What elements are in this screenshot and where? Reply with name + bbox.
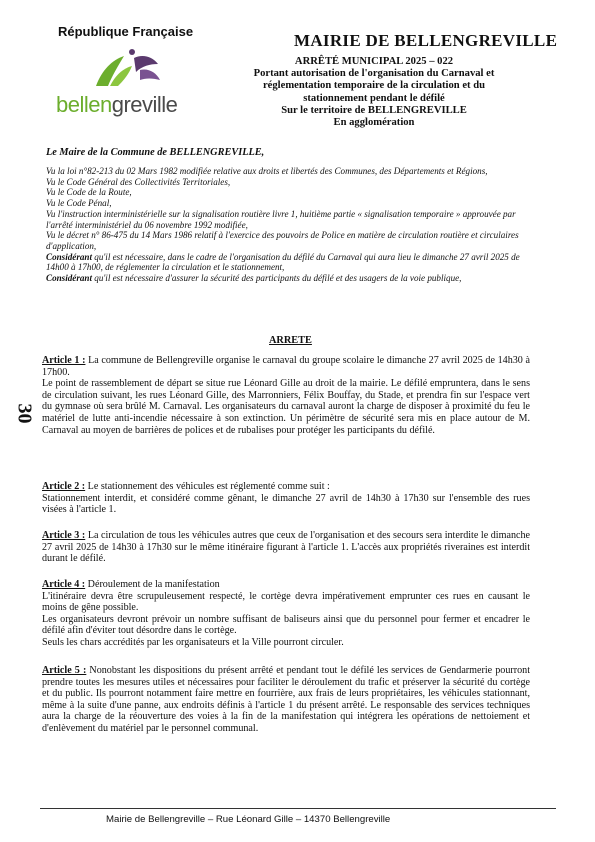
article-title: Article 3 : xyxy=(42,530,86,541)
bellengreville-logo-text: bellengreville xyxy=(56,92,178,117)
article-title: Article 5 : xyxy=(42,665,87,676)
footer-divider xyxy=(40,808,556,809)
article-paragraph: Seuls les chars accrédités par les organisateurs et la Ville pourront circuler. xyxy=(42,636,344,648)
maire-line: Le Maire de la Commune de BELLENGREVILLE, xyxy=(46,147,265,158)
article-title: Article 4 : xyxy=(42,579,86,590)
arrete-subject-line: Portant autorisation de l'organisation du Carnaval et xyxy=(253,68,495,80)
arrete-subject-line: stationnement pendant le défilé xyxy=(303,92,445,104)
visas-block xyxy=(46,166,532,284)
republique-francaise-label: République Française xyxy=(58,24,194,39)
visa-line: Vu l'instruction interministérielle sur la signalisation routière livre 1, huitième partie « signalisation temporaire » approuvée par l'arrêté interministériel du 06 novembre 1992 modifiée, xyxy=(46,208,516,230)
visa-line: Vu le Code Pénal, xyxy=(46,198,112,209)
visa-line: Vu le Code Général des Collectivités Territoriales, xyxy=(46,176,231,187)
considerant-line: Considérant qu'il est nécessaire, dans le cadre de l'organisation du défilé du Carnaval qui aura lieu le dimanche 27 avril 2025 de 14h00 à 17h00, de réglementer la circulation et le stationnement, xyxy=(46,251,520,273)
arrete-heading xyxy=(224,56,524,129)
arrete-subject-line: Sur le territoire de BELLENGREVILLE xyxy=(281,104,467,116)
bellengreville-logo-icon xyxy=(88,46,168,88)
article-paragraph: Stationnement interdit, et considéré comme gênant, le dimanche 27 avril de 14h30 à 17h30 sur l'ensemble des rues visées à l'article 1. xyxy=(42,492,530,516)
mairie-title: MAIRIE DE BELLENGREVILLE xyxy=(294,31,558,50)
footer-address: Mairie de Bellengreville – Rue Léonard Gille – 14370 Bellengreville xyxy=(106,814,391,825)
article-paragraph: Les organisateurs devront prévoir un nombre suffisant de baliseurs ainsi que du personnel pour fermer et encadrer le défilé afin d'éviter tout désordre dans le cortège. xyxy=(42,613,530,637)
arrete-title: ARRETE xyxy=(269,335,312,346)
arrete-number: ARRÊTÉ MUNICIPAL 2025 – 022 xyxy=(294,56,454,67)
page-number: 30 xyxy=(13,403,36,424)
article-title: Article 1 : xyxy=(42,355,86,366)
considerant-line: Considérant qu'il est nécessaire d'assurer la sécurité des participants du défilé et des usagers de la voie publique, xyxy=(46,273,462,284)
article-title: Article 2 : xyxy=(42,481,86,492)
visa-line: Vu la loi n°82-213 du 02 Mars 1982 modifiée relative aux droits et libertés des Communes, des Départements et Régions, xyxy=(46,166,488,176)
arrete-subject-line: En agglomération xyxy=(333,117,415,129)
article-paragraph: Le point de rassemblement de départ se situe rue Léonard Gille au droit de la mairie. Le défilé empruntera, dans le sens de circulation suivant, les rues Léonard Gille, des Marronniers, Félix Bouffay, du Stade, et prendra fin sur l'espace vert du gymnase où sera brûlé M. Carnaval. Les organisateurs du carnaval auront la charge de disposer à proximité du feu le matériel de lutte anti-incendie nécessaire à son extinction. Un périmètre de sécurité sera mis en place autour de M. Carnaval au moyen de barrières de polices et de rubalises pour protéger les participants du défilé. xyxy=(42,378,530,436)
visa-line: Vu le Code de la Route, xyxy=(46,187,132,198)
arrete-subject-line: réglementation temporaire de la circulation et du xyxy=(262,80,486,92)
article-4: Article 4 : Déroulement de la manifestation L'itinéraire devra être scrupuleusement respecté, le cortège devra impérativement emprunter ces rues en causant le moins de gêne possible. Les organisateurs devront prévoir un nombre suffisant de baliseurs ainsi que du personnel pour fermer et encadrer le défilé afin d'éviter tout désordre dans le cortège. Seuls les chars accrédités par les organisateurs et la Ville pourront circuler. xyxy=(42,579,530,648)
article-1: Article 1 : La commune de Bellengreville organise le carnaval du groupe scolaire le dimanche 27 avril 2025 de 14h30 à 17h00. Le point de rassemblement de départ se situe rue Léonard Gille au droit de la mairie. Le défilé empruntera, dans le sens de circulation suivant, les rues Léonard Gille, des Marronniers, Félix Bouffay, du Stade, et prendra fin sur l'espace vert du gymnase où sera brûlé M. Carnaval. Les organisateurs du carnaval auront la charge de disposer à proximité du feu le matériel de lutte anti-incendie nécessaire à son extinction. Un périmètre de sécurité sera mis en place autour de M. Carnaval au moyen de barrières de polices et de rubalises pour protéger les participants du défilé. xyxy=(42,355,530,436)
article-5: Article 5 : Nonobstant les dispositions du présent arrêté et pendant tout le défilé les services de Gendarmerie pourront prendre toutes les mesures utiles et nécessaires pour faciliter le déroulement du trafic et préserver la sécurité du cortège et du public. Ils pourront notamment faire mettre en fourrière, aux frais de leurs propriétaires, les véhicules stationnant, même à la suite d'une panne, aux endroits définis à l'article 1 du présent arrêté. Le responsable des services techniques aura la charge de la réouverture des voies à la fin de la manifestation qui intégrera les opérations de nettoiement et d'enlèvement du matériel par le personnel communal. xyxy=(42,665,530,734)
visa-line: Vu le décret n° 86-475 du 14 Mars 1986 relatif à l'exercice des pouvoirs de Police en matière de circulation routière et circulaires d'application, xyxy=(46,230,519,251)
article-3: Article 3 : La circulation de tous les véhicules autres que ceux de l'organisation et des secours sera interdite le dimanche 27 avril 2025 de 14h30 à 17h30 sur le même itinéraire figurant à l'article 1. L'accès aux propriétés riveraines est interdit durant le défilé. xyxy=(42,530,530,565)
article-paragraph: L'itinéraire devra être scrupuleusement respecté, le cortège devra impérativement emprunter ces rues en causant le moins de gêne possible. xyxy=(42,590,530,614)
article-2: Article 2 : Le stationnement des véhicules est réglementé comme suit : Stationnement interdit, et considéré comme gênant, le dimanche 27 avril de 14h30 à 17h30 sur l'ensemble des rues visées à l'article 1. xyxy=(42,481,530,516)
